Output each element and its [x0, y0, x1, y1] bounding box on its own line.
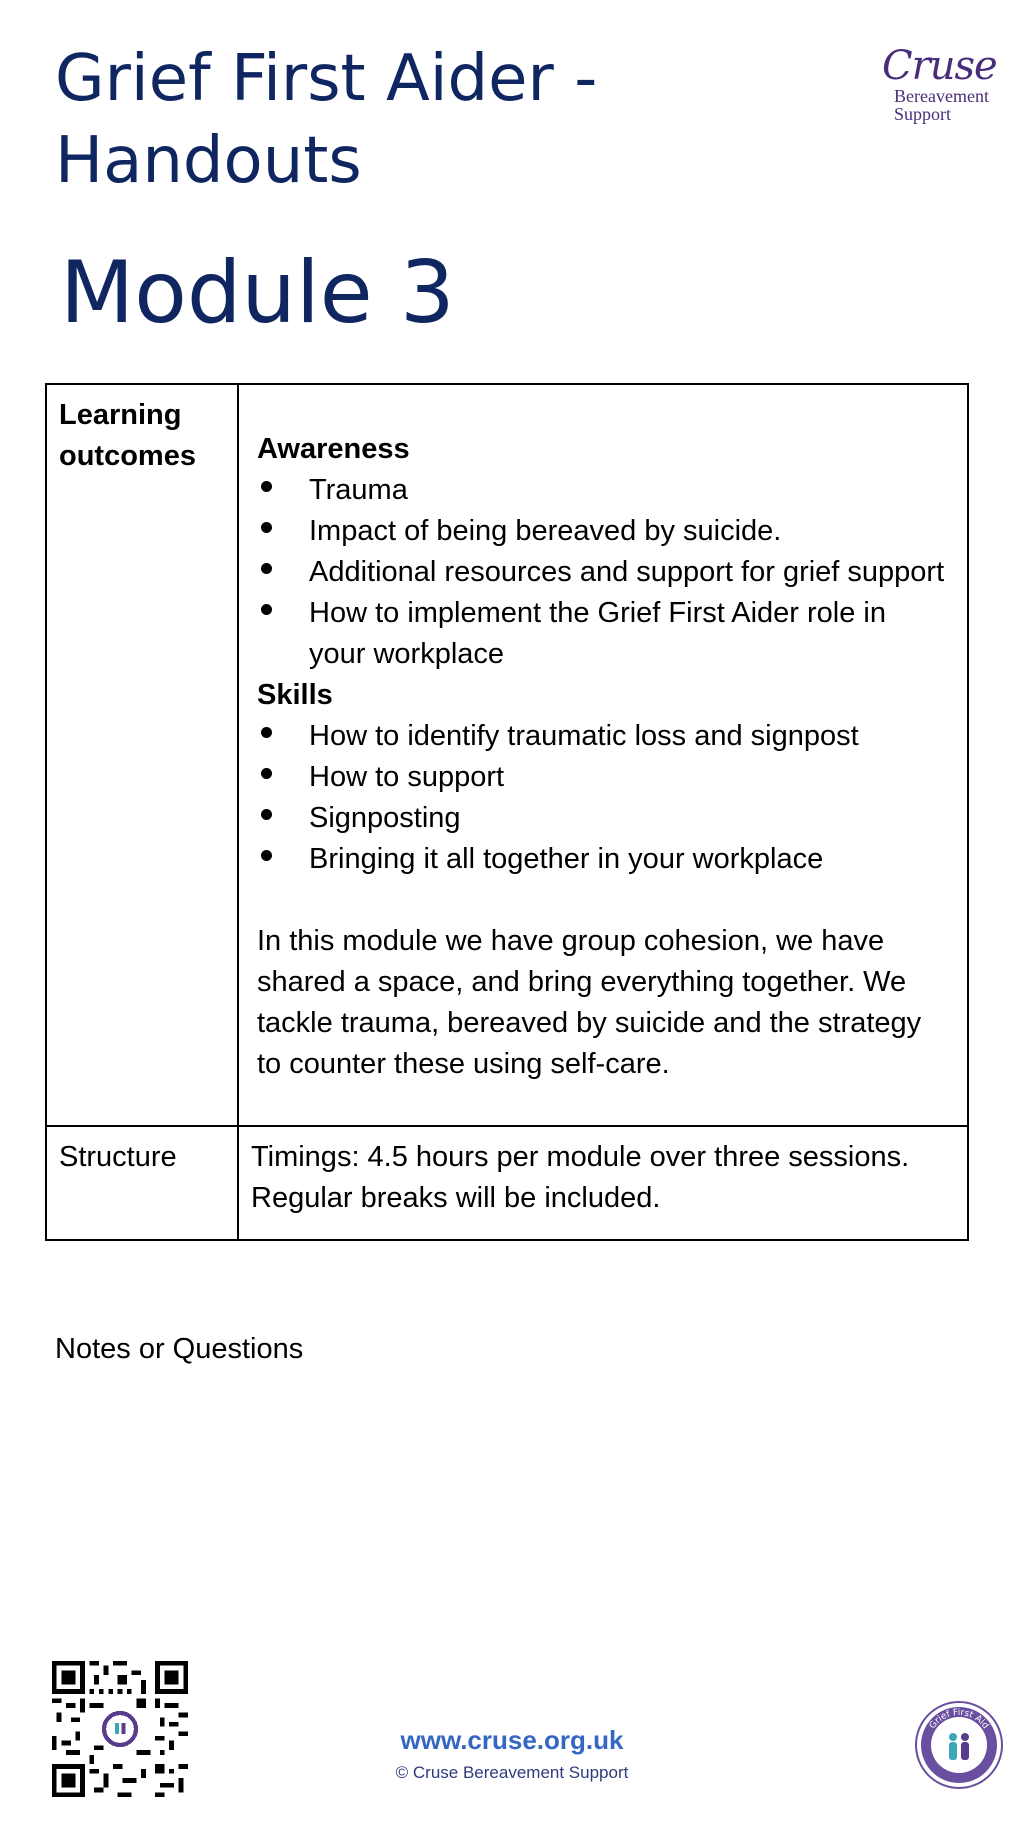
website-link[interactable]: www.cruse.org.uk [400, 1725, 624, 1755]
list-item: How to support [257, 757, 947, 798]
table-row-learning-outcomes [46, 384, 968, 1126]
module-heading: Module 3 [60, 243, 455, 343]
structure-label-cell [46, 1126, 238, 1240]
logo-script-text: Cruse [882, 43, 997, 89]
structure-content-cell [238, 1126, 968, 1240]
learning-outcomes-content-cell [238, 384, 968, 1126]
awareness-list [257, 470, 947, 675]
module-description: In this module we have group cohesion, we have shared a space, and bring everything together. We tackle trauma, bereaved by suicide and the strategy to counter these using self-care. [257, 925, 922, 1080]
page-title: Grief First Aider - Handouts [55, 42, 598, 198]
logo-sub-text-1: Bereavement [894, 86, 989, 106]
grief-first-aid-badge-icon [914, 1700, 1004, 1790]
badge-text: Grief First Aid [927, 1707, 991, 1732]
table-row-structure [46, 1126, 968, 1240]
skills-heading: Skills [257, 679, 333, 711]
awareness-heading: Awareness [257, 433, 410, 465]
structure-label: Structure [59, 1141, 177, 1173]
module-info-table [45, 383, 969, 1241]
skills-list [257, 716, 947, 880]
logo-sub-text-2: Support [894, 104, 952, 124]
learning-outcomes-label: Learning outcomes [59, 399, 196, 472]
cruse-logo [882, 45, 1002, 125]
list-item: How to identify traumatic loss and signpost [257, 716, 947, 757]
list-item: How to implement the Grief First Aider role in your workplace [257, 593, 947, 675]
list-item: Additional resources and support for grief support [257, 552, 947, 593]
list-item: Trauma [257, 470, 947, 511]
notes-label: Notes or Questions [55, 1333, 304, 1365]
list-item: Impact of being bereaved by suicide. [257, 511, 947, 552]
list-item: Bringing it all together in your workplace [257, 839, 947, 880]
list-item: Signposting [257, 798, 947, 839]
learning-outcomes-label-cell [46, 384, 238, 1126]
copyright-text: © Cruse Bereavement Support [395, 1763, 629, 1782]
structure-text: Timings: 4.5 hours per module over three sessions. Regular breaks will be included. [251, 1141, 910, 1214]
